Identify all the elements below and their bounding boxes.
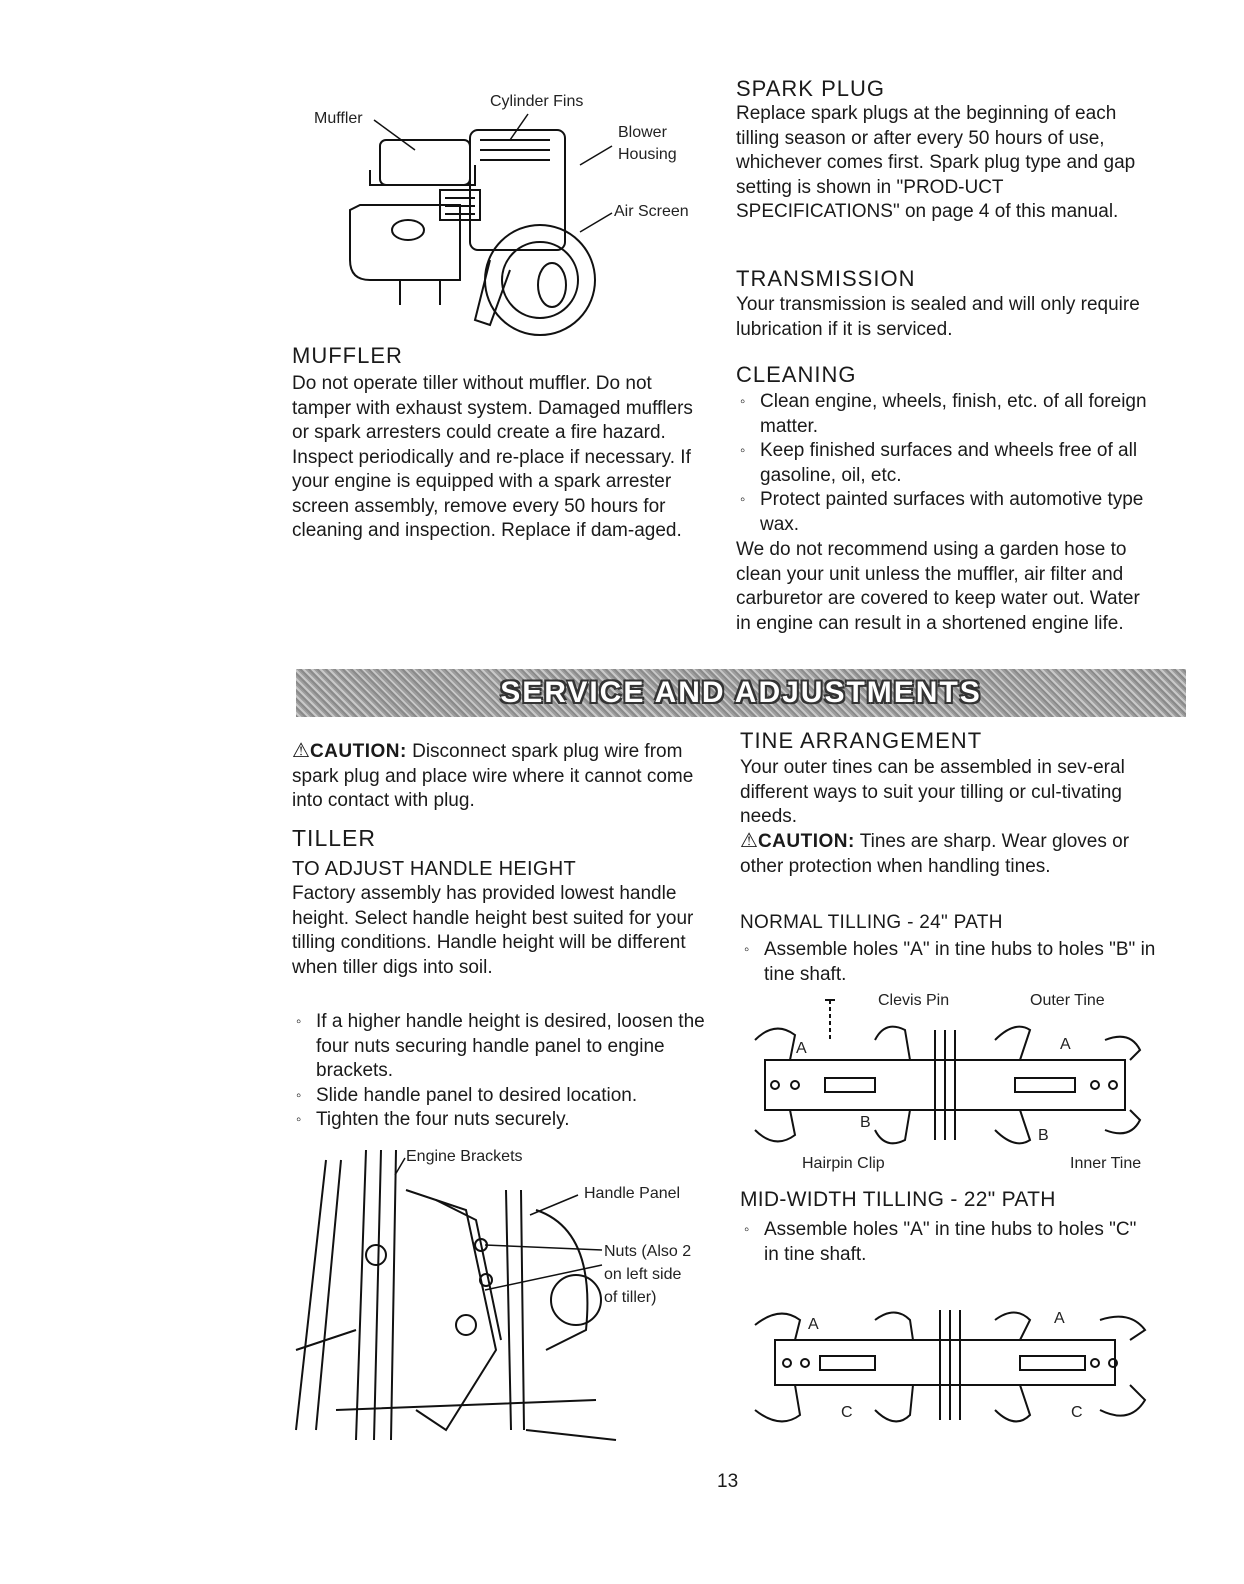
muffler-body: Do not operate tiller without muffler. Do not tamper with exhaust system. Damaged mufflers or spark arresters could create a fire hazard. Inspect periodically and re-place if necessary. If your engine is equipped with a spark arrester screen assembly, remove every 50 hours for cleaning and inspection. Replace if dam-aged.	[292, 373, 693, 541]
list-item: ◦ Keep finished surfaces and wheels free of all gasoline, oil, etc.	[736, 439, 1156, 488]
caution-text: Disconnect spark plug wire from spark plug and place wire where it cannot come into contact with plug.	[292, 741, 694, 811]
banner-title: SERVICE AND ADJUSTMENTS	[500, 676, 982, 709]
page-number: 13	[717, 1471, 739, 1492]
hole-a-left-label: A	[808, 1316, 819, 1333]
hairpin-clip-label: Hairpin Clip	[802, 1155, 885, 1172]
muffler-heading: MUFFLER	[292, 343, 403, 368]
hole-a-left-label: A	[796, 1040, 807, 1057]
transmission-body: Your transmission is sealed and will only require lubrication if it is serviced.	[736, 294, 1140, 340]
muffler-label: Muffler	[314, 110, 363, 127]
list-item: ◦ Tighten the four nuts securely.	[292, 1108, 712, 1133]
cleaning-heading: CLEANING	[736, 362, 857, 387]
list-item: ◦ Assemble holes "A" in tine hubs to holes "B" in tine shaft.	[740, 938, 1156, 987]
hole-a-right-label: A	[1060, 1036, 1071, 1053]
clevis-pin-label: Clevis Pin	[878, 992, 950, 1009]
caution-label: CAUTION:	[309, 741, 407, 762]
adjust-handle-subheading: TO ADJUST HANDLE HEIGHT	[292, 858, 576, 880]
tine-illustration-normal	[735, 1000, 1155, 1170]
caution-text: Tines are sharp. Wear gloves or other protection when handling tines.	[740, 831, 1130, 877]
list-item: ◦ Clean engine, wheels, finish, etc. of all foreign matter.	[736, 390, 1156, 439]
tine-arrangement-heading: TINE ARRANGEMENT	[740, 728, 983, 753]
list-item: ◦ Assemble holes "A" in tine hubs to holes "C" in tine shaft.	[740, 1218, 1156, 1267]
tine-illustration-mid	[735, 1300, 1155, 1440]
cylinder-fins-label: Cylinder Fins	[490, 93, 584, 110]
caution-label: CAUTION:	[757, 831, 855, 852]
list-item: ◦ If a higher handle height is desired, loosen the four nuts securing handle panel to engine brackets.	[292, 1010, 712, 1084]
list-item: ◦ Slide handle panel to desired location.	[292, 1084, 712, 1109]
caution-tines	[740, 829, 1156, 879]
inner-tine-label: Inner Tine	[1070, 1155, 1142, 1172]
spark-plug-body: Replace spark plugs at the beginning of each tilling season or after every 50 hours of use, whichever comes first. Spark plug type and gap setting is shown in "PROD-UCT SPECIFICATIONS" on page 4 of this manual.	[736, 103, 1136, 222]
list-item: ◦ Protect painted surfaces with automotive type wax.	[736, 488, 1156, 537]
blower-housing-label: Blower Housing	[618, 124, 677, 163]
warning-icon: ⚠	[292, 740, 310, 762]
hole-b-right-label: B	[1038, 1127, 1049, 1144]
hole-a-right-label: A	[1054, 1310, 1065, 1327]
hole-c-right-label: C	[1071, 1404, 1083, 1421]
outer-tine-label: Outer Tine	[1030, 992, 1105, 1009]
handle-panel-label: Handle Panel	[584, 1185, 681, 1202]
normal-tilling-bullets	[740, 938, 1156, 987]
tiller-heading: TILLER	[292, 825, 376, 851]
mid-width-heading: MID-WIDTH TILLING - 22" PATH	[740, 1188, 1056, 1211]
engine-brackets-label: Engine Brackets	[406, 1148, 523, 1165]
cleaning-body: We do not recommend using a garden hose to clean your unit unless the muffler, air filter and carburetor are covered to keep water out. Water in engine can result in a shortened engine life.	[736, 539, 1140, 634]
air-screen-label: Air Screen	[614, 203, 689, 220]
tine-arrangement-body: Your outer tines can be assembled in sev-eral different ways to suit your tilling or cul-tivating needs.	[740, 757, 1125, 827]
hole-c-left-label: C	[841, 1404, 853, 1421]
warning-icon: ⚠	[740, 830, 758, 852]
spark-plug-heading: SPARK PLUG	[736, 76, 885, 101]
tiller-body: Factory assembly has provided lowest handle height. Select handle height best suited for your tilling conditions. Handle height will be different when tiller digs into soil.	[292, 883, 694, 978]
nuts-label: Nuts (Also 2 on left side of tiller)	[604, 1243, 692, 1306]
normal-tilling-heading: NORMAL TILLING - 24" PATH	[740, 912, 1003, 933]
mid-width-bullets	[740, 1218, 1156, 1267]
transmission-heading: TRANSMISSION	[736, 266, 916, 291]
hole-b-left-label: B	[860, 1114, 871, 1131]
